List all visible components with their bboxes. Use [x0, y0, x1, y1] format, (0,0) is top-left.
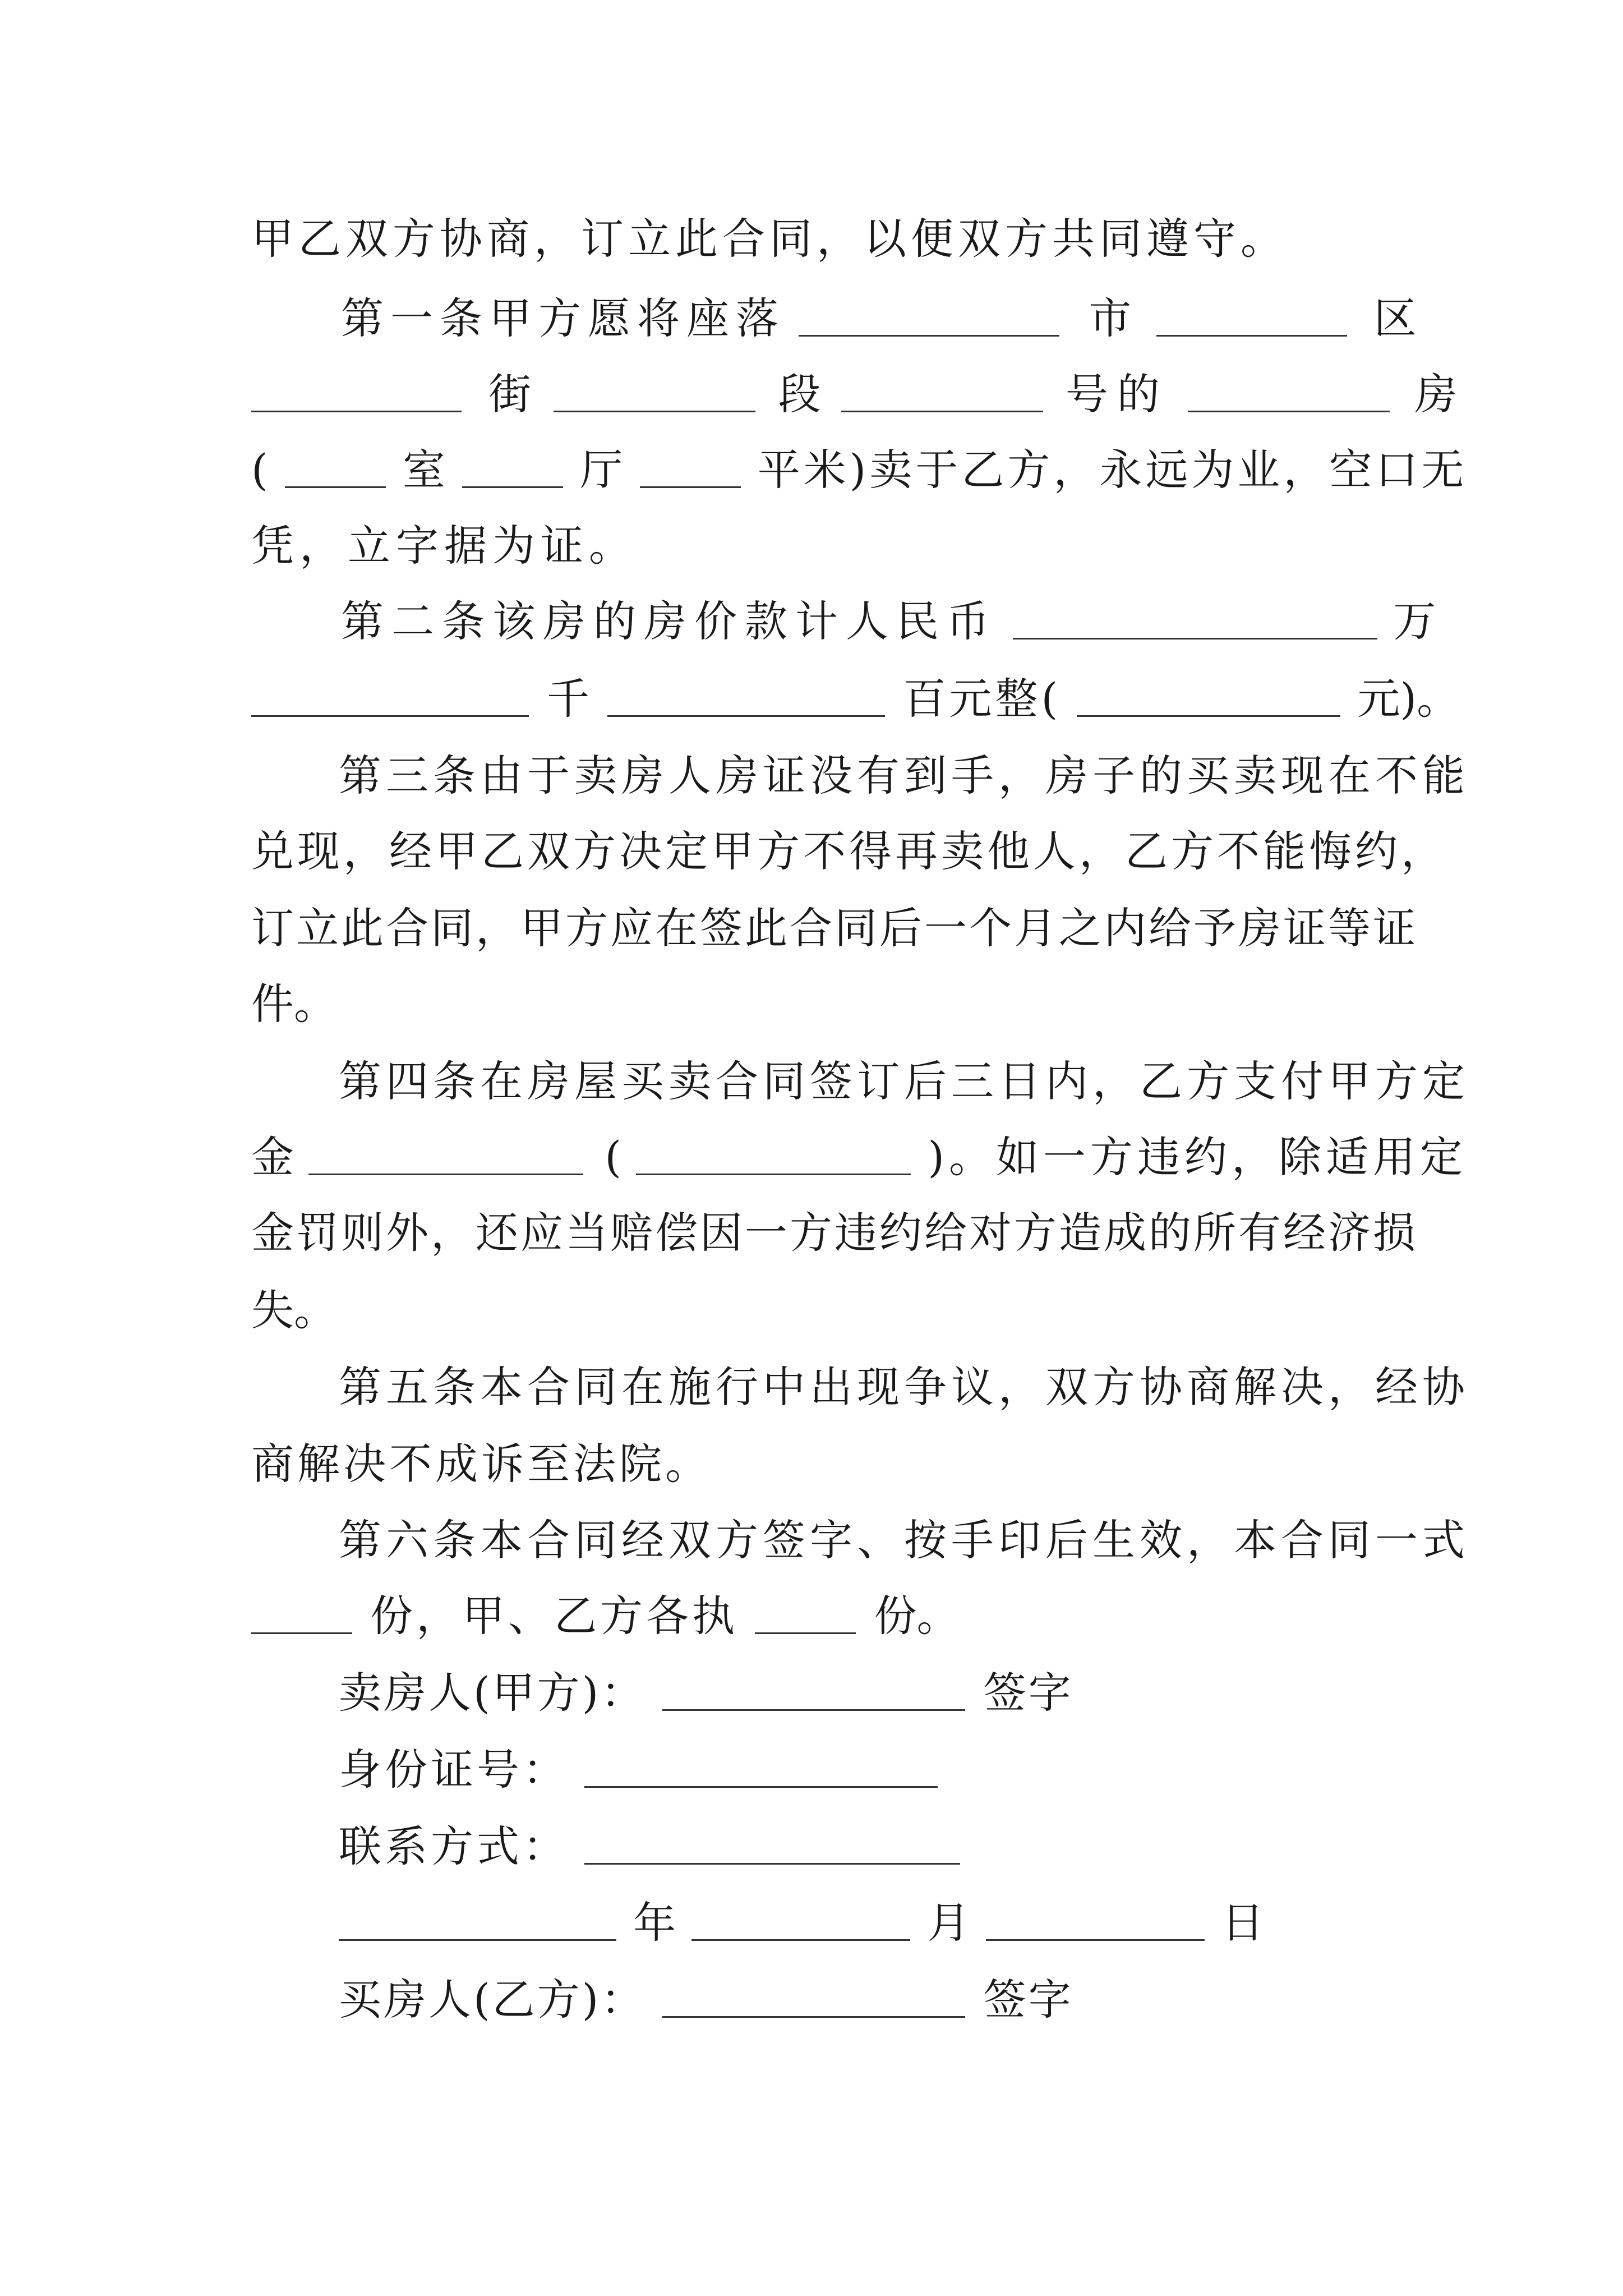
copies-blank[interactable] — [251, 1596, 352, 1634]
article-1-line-3 — [251, 445, 1468, 495]
date-line — [339, 1898, 1264, 1948]
article-3-text-3: 订立此合同，甲方应在签此合同后一个月之内给予房证等证 — [251, 903, 1418, 953]
id-label: 身份证号： — [339, 1745, 569, 1795]
article-1-line-1 — [341, 293, 1417, 343]
article-2-heading: 第二条该房的房价款计人民币 — [341, 596, 997, 646]
district-label: 区 — [1373, 293, 1417, 343]
bai-label: 百元整( — [903, 674, 1062, 724]
article-3-text-1: 第三条由于卖房人房证没有到手，房子的买卖现在不能 — [339, 751, 1469, 800]
hall-blank[interactable] — [462, 450, 563, 488]
article-6-line-1 — [339, 1515, 1469, 1565]
hall-label: 厅 — [580, 445, 623, 495]
id-blank[interactable] — [584, 1750, 938, 1788]
area-blank[interactable] — [640, 450, 741, 488]
article-3-line-4 — [251, 979, 336, 1029]
article-1-heading: 第一条甲方愿将座落 — [341, 293, 785, 343]
seller-sign-blank[interactable] — [662, 1673, 965, 1711]
district-blank[interactable] — [251, 375, 462, 412]
article-4-line-2 — [251, 1132, 1467, 1182]
deposit-upper-blank[interactable] — [636, 1138, 911, 1175]
article-5-line-1 — [339, 1362, 1469, 1412]
paren-open: ( — [251, 445, 268, 495]
article-5-text-2: 商解决不成诉至法院。 — [251, 1439, 711, 1489]
buyer-line — [339, 1975, 1073, 2024]
copies-each-blank[interactable] — [755, 1596, 856, 1634]
article-4-text-4: 失。 — [251, 1285, 336, 1335]
buyer-sign-blank[interactable] — [662, 1980, 965, 2018]
month-blank[interactable] — [691, 1903, 910, 1941]
seller-sign-label: 签字 — [983, 1668, 1073, 1718]
article-5-line-2 — [251, 1439, 711, 1489]
city-label: 市 — [1089, 293, 1132, 343]
article-1-end: 凭，立字据为证。 — [251, 521, 637, 570]
seller-label: 卖房人(甲方)： — [339, 1668, 646, 1718]
street-label: 街 — [488, 369, 532, 419]
article-1-line-2 — [251, 369, 1458, 419]
article-3-line-2 — [251, 826, 1447, 876]
article-5-text-1: 第五条本合同在施行中出现争议，双方协商解决，经协 — [339, 1362, 1469, 1412]
qian-label: 千 — [547, 674, 590, 724]
wan-label: 万 — [1393, 596, 1436, 646]
year-blank[interactable] — [339, 1903, 616, 1941]
city-blank[interactable] — [1156, 299, 1347, 337]
article-4-line-1 — [339, 1056, 1469, 1106]
room-label: 室 — [403, 445, 445, 495]
seller-line — [339, 1668, 1073, 1718]
article-6-text-1: 第六条本合同经双方签字、按手印后生效，本合同一式 — [339, 1515, 1469, 1565]
article-3-text-2: 兑现，经甲乙双方决定甲方不得再卖他人，乙方不能悔约， — [251, 826, 1447, 876]
yuan-label: 元)。 — [1357, 674, 1460, 724]
room-blank[interactable] — [285, 450, 386, 488]
bai-blank[interactable] — [607, 679, 885, 717]
article-4-line-3 — [251, 1208, 1418, 1258]
buyer-label: 买房人(乙方)： — [339, 1975, 646, 2024]
section-blank[interactable] — [841, 375, 1043, 412]
copies-text: 份，甲、乙方各执 — [370, 1591, 739, 1641]
article-4-text-1: 第四条在房屋买卖合同签订后三日内，乙方支付甲方定 — [339, 1056, 1469, 1106]
intro-line — [251, 214, 1288, 264]
buyer-sign-label: 签字 — [983, 1975, 1073, 2024]
article-6-line-2 — [251, 1591, 960, 1641]
deposit-paren: ( — [605, 1132, 621, 1182]
yuan-blank[interactable] — [1077, 679, 1340, 717]
contact-blank[interactable] — [584, 1827, 960, 1865]
area-tail-text: 平米)卖于乙方，永远为业，空口无 — [757, 445, 1468, 495]
article-3-line-3 — [251, 903, 1418, 953]
article-1-line-4 — [251, 521, 637, 570]
copies-end: 份。 — [874, 1591, 960, 1641]
article-2-line-2 — [251, 674, 1460, 724]
qian-blank[interactable] — [251, 679, 529, 717]
article-4-line-4 — [251, 1285, 336, 1335]
year-label: 年 — [633, 1898, 676, 1948]
number-label: 号的 — [1065, 369, 1169, 419]
article-3-text-4: 件。 — [251, 979, 336, 1029]
house-label: 房 — [1414, 369, 1458, 419]
article-4-text-3: 金罚则外，还应当赔偿因一方违约给对方造成的所有经济损 — [251, 1208, 1418, 1258]
day-label: 日 — [1221, 1898, 1264, 1948]
article-3-line-1 — [339, 751, 1469, 800]
number-blank[interactable] — [1188, 375, 1390, 412]
street-blank[interactable] — [554, 375, 755, 412]
section-label: 段 — [778, 369, 821, 419]
contact-line — [339, 1821, 960, 1871]
day-blank[interactable] — [986, 1903, 1205, 1941]
wan-blank[interactable] — [1013, 602, 1377, 639]
article-2-line-1 — [341, 596, 1436, 646]
month-label: 月 — [927, 1898, 970, 1948]
location-blank[interactable] — [799, 299, 1059, 337]
deposit-blank[interactable] — [308, 1138, 583, 1175]
id-line — [339, 1745, 938, 1795]
article-4-tail: )。如一方违约，除适用定 — [928, 1132, 1467, 1182]
deposit-label: 金 — [251, 1132, 294, 1182]
contact-label: 联系方式： — [339, 1821, 569, 1871]
intro-text: 甲乙双方协商，订立此合同，以便双方共同遵守。 — [251, 214, 1288, 264]
